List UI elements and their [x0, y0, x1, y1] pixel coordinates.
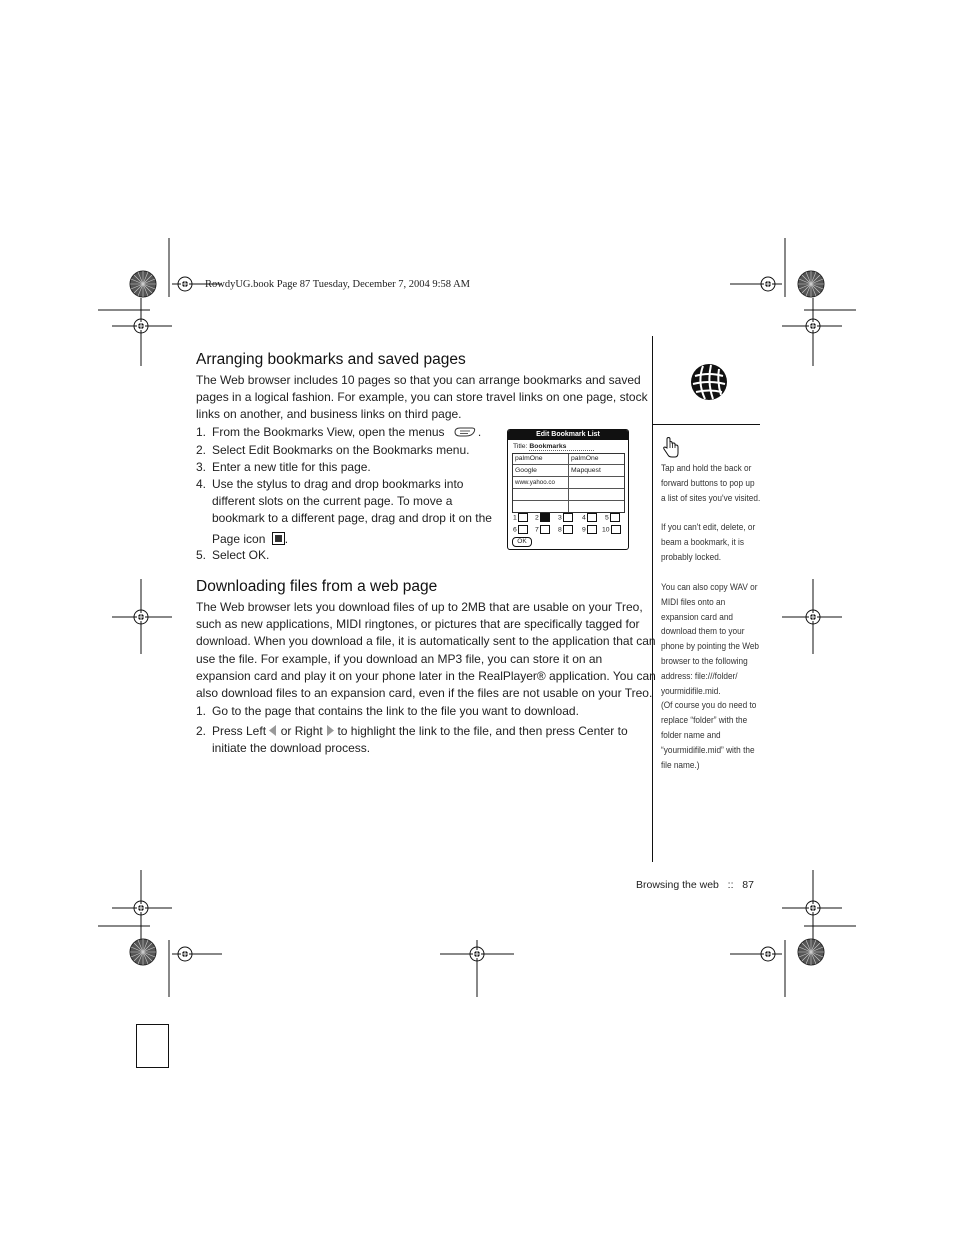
sidebar-rule — [652, 424, 760, 425]
step-text: Enter a new title for this page. — [212, 460, 371, 474]
tip-line: forward buttons to pop up — [661, 477, 755, 489]
tip-line: yourmidifile.mid. — [661, 685, 721, 697]
section-heading-arranging-bookmarks: Arranging bookmarks and saved pages — [196, 351, 466, 368]
page-slot-8[interactable] — [558, 525, 573, 534]
page-box — [587, 525, 597, 534]
para-line: download. When you download a file, it is automatically sent to the application that can — [196, 634, 656, 649]
page-slot-5[interactable] — [605, 513, 620, 522]
step-text: Go to the page that contains the link to the file you want to download. — [212, 704, 579, 718]
page-box — [563, 513, 573, 522]
page-box — [611, 525, 621, 534]
tip-line: folder name and — [661, 729, 721, 741]
step-text: From the Bookmarks View, open the menus — [212, 425, 445, 439]
page-slot-10[interactable] — [602, 525, 621, 534]
page-number: 2 — [535, 514, 539, 522]
tip-line: probably locked. — [661, 551, 722, 563]
page-number: 1 — [513, 514, 517, 522]
step-text: Page icon — [212, 531, 266, 546]
step-number: 5. — [196, 548, 207, 562]
page-box — [518, 513, 528, 522]
title-value[interactable]: Bookmarks — [529, 443, 594, 451]
tip-line: MIDI files onto an — [661, 596, 726, 608]
screen-title-bar — [508, 430, 628, 440]
bookmark-row — [513, 454, 624, 465]
tip-line: You can also copy WAV or — [661, 582, 758, 593]
bookmark-row — [513, 465, 624, 477]
bookmark-row — [513, 501, 624, 512]
page-box — [518, 525, 528, 534]
step-number: 1. — [196, 704, 207, 718]
page-selector-row-1 — [512, 513, 626, 523]
bookmark-slot[interactable] — [513, 501, 569, 512]
step-text: bookmark to a different page, drag and drop it on the — [212, 511, 492, 526]
page-slot-3[interactable] — [558, 513, 573, 522]
globe-icon — [689, 362, 729, 402]
section2-intro — [196, 599, 656, 702]
tip-line: replace “folder” with the — [661, 715, 748, 727]
para-line: expansion card and play it on your phone later in the RealPlayer® application. You can — [196, 668, 656, 683]
step-text: Select OK. — [212, 548, 270, 562]
footer-separator: :: — [727, 879, 734, 891]
left-arrow-icon — [269, 725, 277, 736]
step-4 — [196, 476, 496, 550]
page-number: 6 — [513, 526, 517, 534]
tip-line: (Of course you do need to — [661, 700, 757, 712]
step-suffix: . — [284, 531, 289, 546]
page-number: 3 — [558, 514, 562, 522]
tip-line: browser to the following — [661, 655, 748, 667]
step-number: 3. — [196, 460, 207, 474]
tip-line: download them to your — [661, 626, 745, 638]
page-box — [587, 513, 597, 522]
right-arrow-icon — [326, 725, 334, 736]
page-number: 8 — [558, 526, 562, 534]
step-number: 1. — [196, 425, 207, 439]
page-number: 9 — [582, 526, 586, 534]
step-5 — [196, 547, 496, 565]
page-number: 10 — [602, 526, 610, 534]
tip-line: Tap and hold the back or — [661, 463, 752, 474]
bookmark-grid — [512, 453, 625, 513]
bookmark-slot[interactable]: Google — [513, 465, 569, 476]
step-number: 4. — [196, 477, 207, 491]
download-step-2 — [196, 723, 646, 759]
tip-line: If you can't edit, delete, or — [661, 522, 756, 533]
page-footer — [636, 879, 754, 891]
para-line: links on another, and business links on third page. — [196, 407, 462, 422]
page-number: 5 — [605, 514, 609, 522]
step-number: 2. — [196, 724, 207, 738]
step-text: initiate the download process. — [212, 741, 371, 756]
bookmark-slot[interactable] — [513, 489, 569, 500]
section-heading-downloading-files: Downloading files from a web page — [196, 578, 438, 595]
sidebar-tip-3 — [661, 581, 760, 773]
bookmark-slot[interactable]: palmOne — [513, 454, 569, 464]
page-selector-row-2 — [512, 525, 626, 535]
step-3 — [196, 459, 496, 477]
page-slot-2[interactable] — [535, 513, 550, 522]
tip-line: beam a bookmark, it is — [661, 536, 745, 548]
bookmark-slot[interactable] — [569, 489, 624, 500]
page-box — [610, 513, 620, 522]
bookmark-slot[interactable]: www.yahoo.co — [513, 477, 569, 488]
page-slot-7[interactable] — [535, 525, 550, 534]
step-text: Select Edit Bookmarks on the Bookmarks menu. — [212, 443, 470, 457]
para-line: also download files to an expansion card, even if the files are not usable on your Treo. — [196, 686, 653, 701]
page-slot-6[interactable] — [513, 525, 528, 534]
para-line: use the file. For example, if you download an MP3 file, you can store it on an — [196, 651, 603, 666]
page-slot-1[interactable] — [513, 513, 528, 522]
print-header: RowdyUG.book Page 87 Tuesday, December 7, 2004 9:58 AM — [205, 279, 471, 290]
edit-bookmark-screen — [507, 429, 629, 550]
ok-button[interactable]: OK — [512, 537, 532, 547]
screen-title: Edit Bookmark List — [536, 431, 600, 438]
sidebar-tip-2 — [661, 521, 756, 565]
tip-line: “yourmidifile.mid” with the — [661, 744, 755, 756]
section1-intro — [196, 372, 648, 424]
para-line: The Web browser includes 10 pages so that you can arrange bookmarks and saved — [196, 373, 641, 387]
tip-line: a list of sites you've visited. — [661, 492, 761, 504]
bookmark-slot[interactable] — [569, 477, 624, 488]
download-step-1 — [196, 703, 646, 721]
tip-line: file name.) — [661, 759, 700, 771]
page-icon — [272, 532, 285, 545]
page-box — [540, 525, 550, 534]
step-text: Press Left — [212, 724, 267, 738]
para-line: such as new applications, MIDI ringtones, or pictures that are specifically tagged for — [196, 617, 640, 632]
step-text: or Right — [280, 724, 323, 738]
sidebar-tip-1 — [661, 462, 761, 506]
menu-icon — [452, 426, 478, 438]
page-number: 7 — [535, 526, 539, 534]
para-line: pages in a logical fashion. For example, you can store travel links on one page, stock — [196, 390, 648, 405]
step-text: to highlight the link to the file, and then press Center to — [337, 724, 628, 738]
para-line: The Web browser lets you download files of up to 2MB that are usable on your Treo, — [196, 600, 643, 614]
page-slot-9[interactable] — [582, 525, 597, 534]
tip-hand-icon — [662, 436, 680, 458]
step-text: Use the stylus to drag and drop bookmarks into — [212, 477, 464, 491]
step-1 — [196, 424, 496, 442]
bookmark-row — [513, 489, 624, 501]
screen-title-field — [513, 443, 594, 450]
tip-line: address: file:///folder/ — [661, 670, 738, 682]
tip-line: expansion card and — [661, 611, 734, 623]
bookmark-slot[interactable]: Mapquest — [571, 467, 601, 474]
bookmark-slot[interactable] — [569, 501, 624, 512]
step-2 — [196, 442, 496, 460]
step-text: different slots on the current page. To move a — [212, 494, 453, 509]
bookmark-slot[interactable]: palmOne — [571, 455, 599, 462]
page-slot-4[interactable] — [582, 513, 597, 522]
tip-line: phone by pointing the Web — [661, 641, 760, 653]
page-box-selected — [540, 513, 550, 522]
page-box — [563, 525, 573, 534]
step-number: 2. — [196, 443, 207, 457]
step-suffix: . — [477, 425, 482, 439]
title-label: Title: — [513, 443, 528, 450]
page-number: 87 — [742, 879, 754, 891]
bookmark-row — [513, 477, 624, 489]
page-number: 4 — [582, 514, 586, 522]
footer-section: Browsing the web — [636, 879, 719, 891]
